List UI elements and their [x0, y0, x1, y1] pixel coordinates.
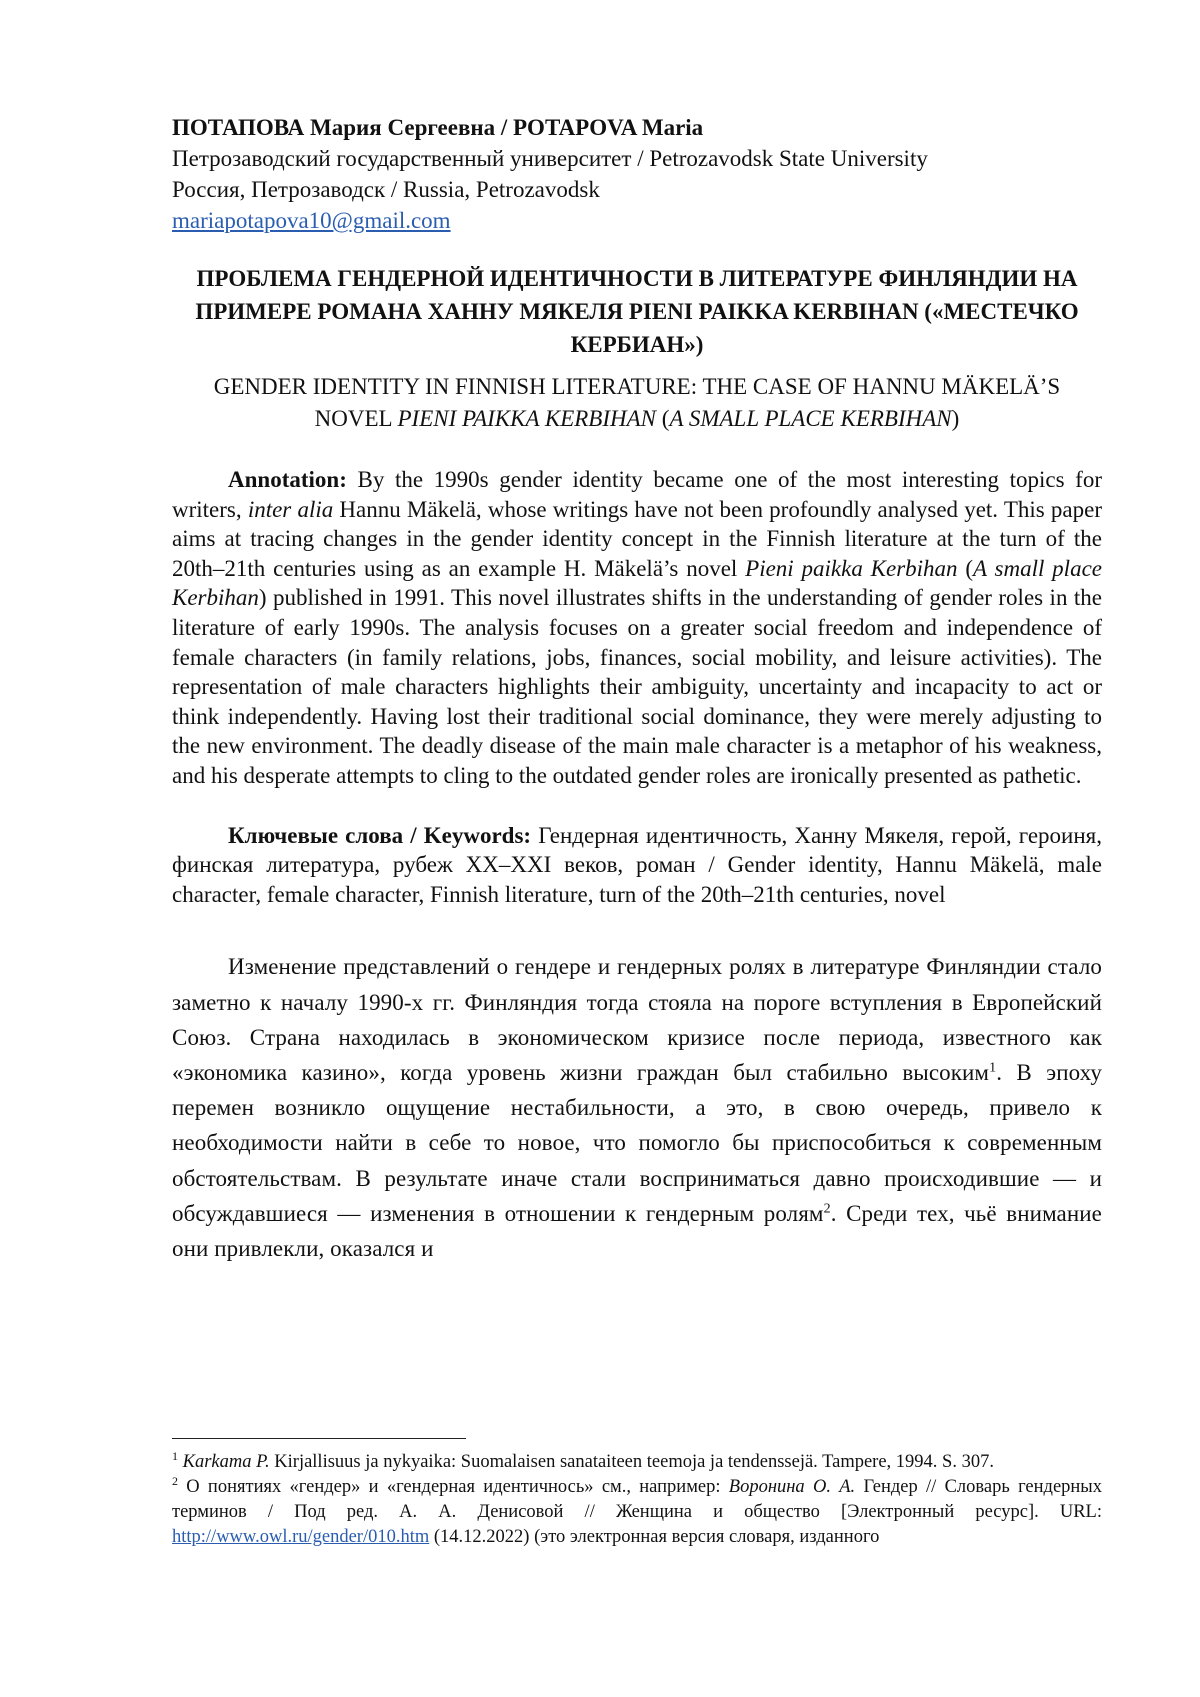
- footnote-divider: [172, 1438, 466, 1439]
- footnote-2: [172, 1475, 1102, 1550]
- author-name: ПОТАПОВА Мария Сергеевна / POTAPOVA Maria: [172, 115, 704, 140]
- footnote-2-text: Гендер // Словарь гендерных терминов / Под ред. А. А. Денисовой // Женщина и общество [Электронный ресурс]. URL:: [172, 1477, 1102, 1522]
- annotation-paragraph: [172, 465, 1102, 791]
- footnote-2-text: (14.12.2022) (это электронная версия словаря, изданного: [429, 1527, 880, 1547]
- footnote-ref-2[interactable]: 2: [823, 1201, 831, 1217]
- article-page: [172, 112, 1102, 1266]
- annotation-text: (: [957, 555, 974, 581]
- title-en-italic1: PIENI PAIKKA KERBIHAN: [397, 406, 657, 431]
- title-russian: ПРОБЛЕМА ГЕНДЕРНОЙ ИДЕНТИЧНОСТИ В ЛИТЕРАТУРЕ ФИНЛЯНДИИ НА ПРИМЕРЕ РОМАНА ХАННУ МЯКЕЛЯ PIENI PAIKKA KERBIHAN («МЕСТЕЧКО КЕРБИАН»): [195, 266, 1079, 357]
- author-affiliation: Петрозаводский государственный университет / Petrozavodsk State University: [172, 146, 928, 171]
- body-paragraph: [172, 949, 1102, 1266]
- keywords-paragraph: [172, 821, 1102, 910]
- annotation-text: Hannu Mäkelä, whose writings have not been profoundly analysed yet. This paper aims at tracing changes in the gender identity concept in the Finnish literature at the turn of the 20th–21th centuries using as an example H. Mäkelä’s novel: [172, 496, 1102, 581]
- annotation-label: Annotation:: [228, 467, 347, 492]
- body-text: . В эпоху перемен возникло ощущение нестабильности, а это, в свою очередь, привело к необходимости найти в себе то новое, что помогло бы приспособиться к современным обстоятельствам. В результате иначе стали восприниматься давно происходившие — и обсуждавшиеся — изменения в отношении к гендерным ролям: [172, 1059, 1102, 1226]
- title-en-italic2: A SMALL PLACE KERBIHAN: [669, 406, 952, 431]
- body-text: . Среди тех, чьё внимание они привлекли, оказался и: [172, 1200, 1102, 1261]
- keywords-label: Ключевые слова / Keywords:: [228, 822, 532, 848]
- title-en-part2: (: [656, 406, 670, 431]
- title-english: [172, 371, 1102, 435]
- footnote-2-mark: 2: [172, 1473, 178, 1488]
- annotation-italic: Pieni paikka Kerbihan: [745, 555, 958, 581]
- title-en-part3: ): [951, 406, 960, 431]
- footnote-2-url-link[interactable]: http://www.owl.ru/gender/010.htm: [172, 1527, 430, 1547]
- footnote-ref-1[interactable]: 1: [989, 1060, 997, 1076]
- author-block: [172, 112, 1102, 236]
- annotation-text: By the 1990s gender identity became one of the most interesting topics for writers,: [172, 467, 1102, 522]
- author-email-link[interactable]: mariapotapova10@gmail.com: [172, 208, 451, 233]
- footnote-1-mark: 1: [172, 1448, 178, 1463]
- body-text: Изменение представлений о гендере и гендерных ролях в литературе Финляндии стало заметно к началу 1990-х гг. Финляндия тогда стояла на пороге вступления в Европейский Союз. Страна находилась в экономическом кризисе после периода, известного как «экономика казино», когда уровень жизни граждан был стабильно высоким: [172, 954, 1102, 1085]
- footnote-2-text: О понятиях «гендер» и «гендерная идентичнось» см., например:: [178, 1477, 729, 1497]
- footnotes: [172, 1450, 1102, 1550]
- annotation-italic: inter alia: [247, 496, 334, 522]
- footnote-1: [172, 1450, 1102, 1475]
- footnote-1-text: Kirjallisuus ja nykyaika: Suomalaisen sanataiteen teemoja ja tendenssejä. Tampere, 1994. S. 307.: [269, 1452, 994, 1472]
- annotation-italic: A small place Kerbihan: [172, 555, 1102, 611]
- footnote-1-author: Karkama P.: [182, 1452, 270, 1472]
- keywords-text: Гендерная идентичность, Ханну Мякеля, герой, героиня, финская литература, рубеж XX–XXI веков, роман / Gender identity, Hannu Mäkelä, male character, female character, Finnish literature, turn of the 20th–21th centuries, novel: [172, 822, 1103, 907]
- annotation-text: ) published in 1991. This novel illustrates shifts in the understanding of gender roles in the literature of early 1990s. The analysis focuses on a greater social freedom and independence of female characters (in family relations, jobs, finances, social mobility, and leisure activities). The representation of male characters highlights their ambiguity, uncertainty and incapacity to act or think independently. Having lost their traditional social dominance, they were merely adjusting to the new environment. The deadly disease of the main male character is a metaphor of his weakness, and his desperate attempts to cling to the outdated gender roles are ironically presented as pathetic.: [172, 585, 1102, 788]
- footnote-2-author: Воронина О. А.: [728, 1477, 856, 1497]
- title-en-part1: GENDER IDENTITY IN FINNISH LITERATURE: THE CASE OF HANNU MÄKELÄ’S NOVEL: [213, 374, 1061, 431]
- author-location: Россия, Петрозаводск / Russia, Petrozavodsk: [172, 177, 600, 202]
